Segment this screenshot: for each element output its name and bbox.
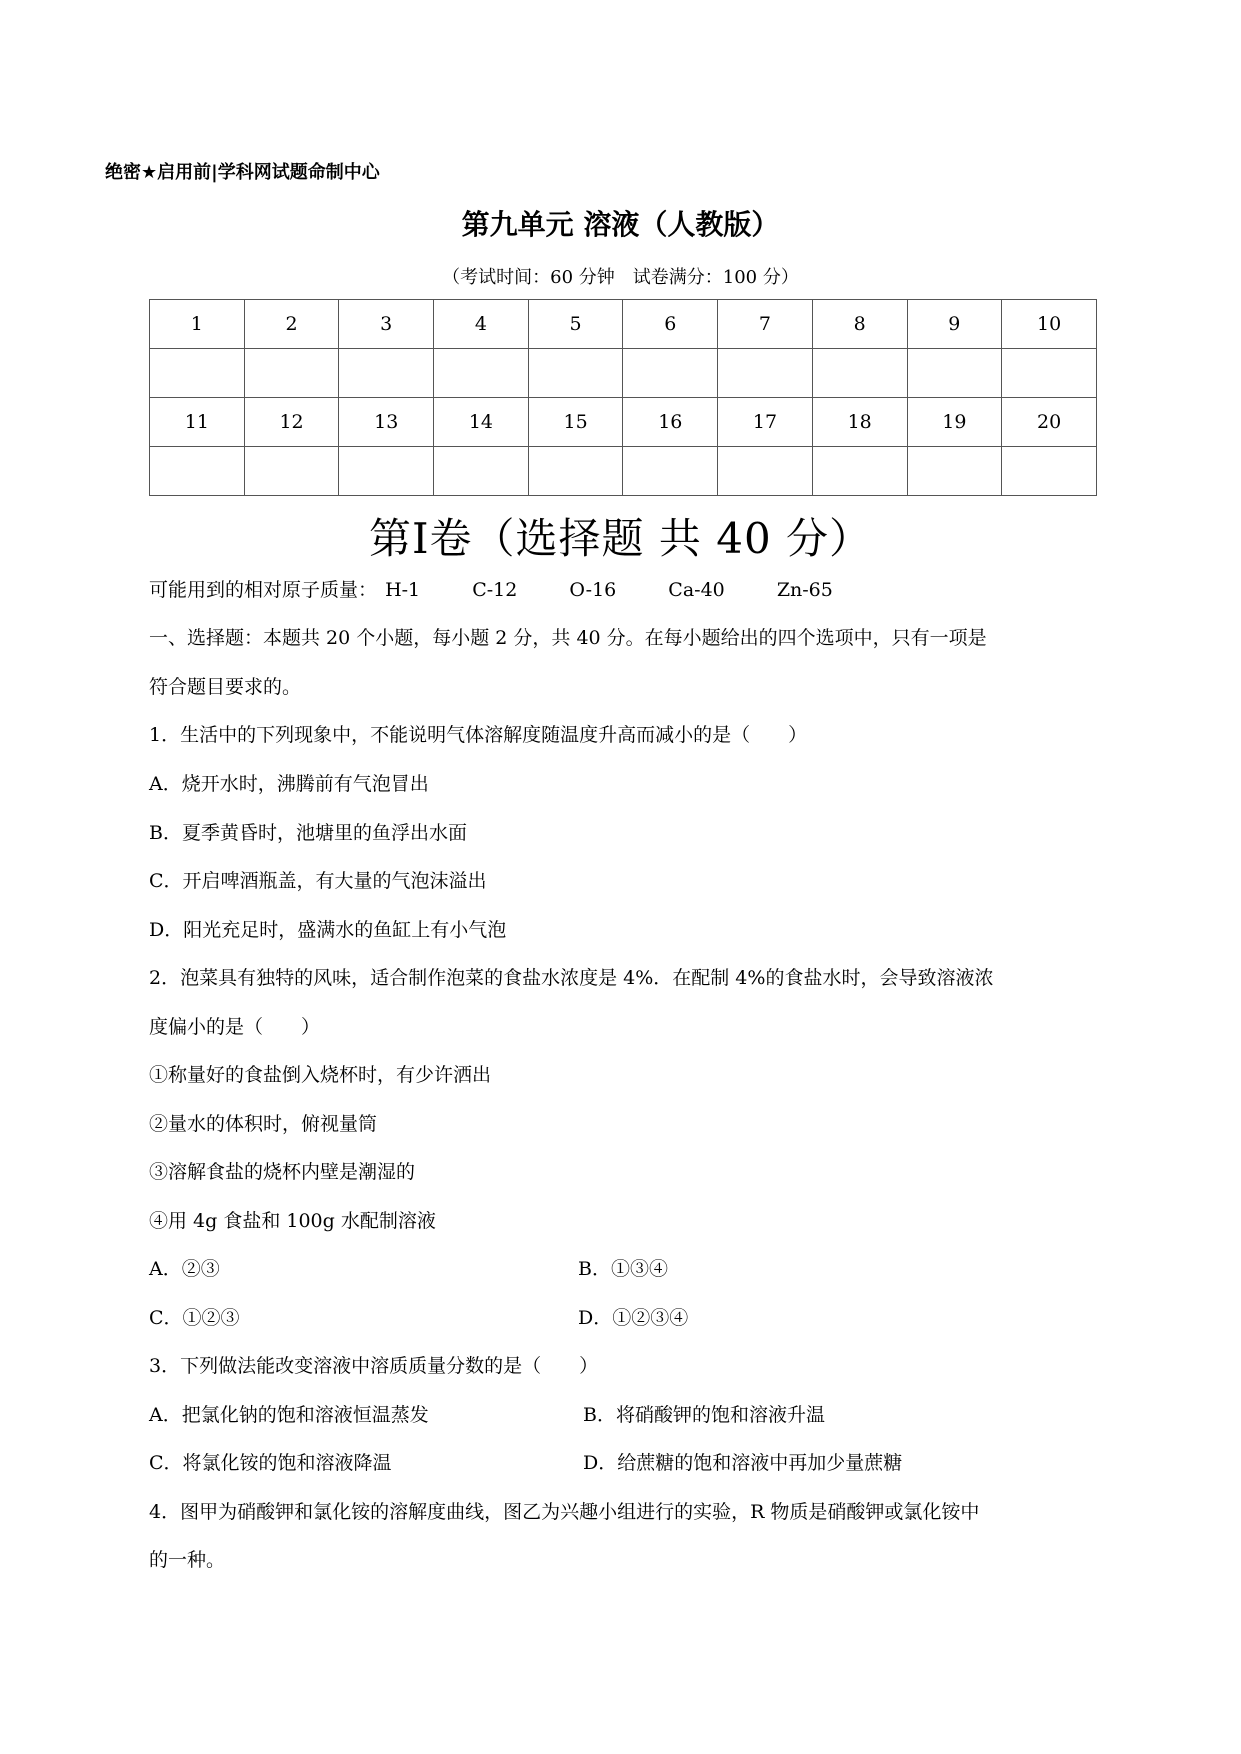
- document-title: 第九单元 溶液（人教版）: [461, 208, 780, 241]
- statement-item: ④用 4g 食盐和 100g 水配制溶液: [149, 1210, 436, 1232]
- question-1-stem: 1．生活中的下列现象中，不能说明气体溶解度随温度升高而减小的是（ ）: [149, 724, 808, 746]
- grid-number-cell: 12: [244, 398, 339, 447]
- atomic-mass-item: Zn-65: [776, 579, 833, 601]
- grid-answer-cell[interactable]: [150, 447, 245, 496]
- instructions-line: 一、选择题：本题共 20 个小题，每小题 2 分，共 40 分。在每小题给出的四个选项中，只有一项是: [149, 627, 987, 649]
- grid-number-cell: 8: [812, 300, 907, 349]
- grid-answer-cell[interactable]: [623, 349, 718, 398]
- atomic-mass-item: Ca-40: [668, 579, 725, 601]
- option-a[interactable]: A．②③: [149, 1258, 220, 1280]
- grid-answer-cell[interactable]: [907, 349, 1002, 398]
- atomic-mass-item: H-1: [385, 579, 421, 601]
- grid-number-cell: 11: [150, 398, 245, 447]
- atomic-mass-item: O-16: [569, 579, 617, 601]
- atomic-masses: [149, 575, 879, 602]
- grid-number-cell: 7: [718, 300, 813, 349]
- answer-grid-number-row: [150, 300, 1097, 349]
- grid-answer-cell[interactable]: [150, 349, 245, 398]
- question-4-stem: 的一种。: [149, 1549, 226, 1571]
- grid-answer-cell[interactable]: [623, 447, 718, 496]
- question-4-stem: 4．图甲为硝酸钾和氯化铵的溶解度曲线，图乙为兴趣小组进行的实验，R 物质是硝酸钾或氯化铵中: [149, 1501, 980, 1523]
- answer-grid-number-row: [150, 398, 1097, 447]
- grid-answer-cell[interactable]: [528, 447, 623, 496]
- grid-number-cell: 9: [907, 300, 1002, 349]
- option-b[interactable]: B．①③④: [578, 1258, 668, 1280]
- option-c[interactable]: C．将氯化铵的饱和溶液降温: [149, 1452, 392, 1474]
- option-a[interactable]: A．把氯化钠的饱和溶液恒温蒸发: [149, 1404, 429, 1426]
- grid-answer-cell[interactable]: [1002, 349, 1097, 398]
- grid-number-cell: 13: [339, 398, 434, 447]
- grid-number-cell: 2: [244, 300, 339, 349]
- answer-grid-blank-row: [150, 349, 1097, 398]
- grid-number-cell: 3: [339, 300, 434, 349]
- atomic-mass-item: C-12: [472, 579, 518, 601]
- option-b[interactable]: B．夏季黄昏时，池塘里的鱼浮出水面: [149, 822, 467, 844]
- grid-answer-cell[interactable]: [244, 349, 339, 398]
- top-secret-label: 绝密★启用前|学科网试题命制中心: [105, 162, 380, 183]
- statement-item: ②量水的体积时，俯视量筒: [149, 1113, 378, 1135]
- grid-answer-cell[interactable]: [434, 349, 529, 398]
- grid-answer-cell[interactable]: [812, 349, 907, 398]
- answer-grid: [149, 299, 1097, 496]
- question-2-stem: 度偏小的是（ ）: [149, 1016, 321, 1038]
- grid-number-cell: 4: [434, 300, 529, 349]
- option-a[interactable]: A．烧开水时，沸腾前有气泡冒出: [149, 773, 429, 795]
- grid-answer-cell[interactable]: [907, 447, 1002, 496]
- grid-answer-cell[interactable]: [434, 447, 529, 496]
- grid-answer-cell[interactable]: [718, 349, 813, 398]
- grid-number-cell: 14: [434, 398, 529, 447]
- answer-grid-blank-row: [150, 447, 1097, 496]
- grid-number-cell: 17: [718, 398, 813, 447]
- grid-number-cell: 15: [528, 398, 623, 447]
- statement-item: ①称量好的食盐倒入烧杯时，有少许洒出: [149, 1064, 492, 1086]
- grid-number-cell: 18: [812, 398, 907, 447]
- question-3-stem: 3．下列做法能改变溶液中溶质质量分数的是（ ）: [149, 1355, 599, 1377]
- statement-item: ③溶解食盐的烧杯内壁是潮湿的: [149, 1161, 416, 1183]
- grid-answer-cell[interactable]: [1002, 447, 1097, 496]
- section-title: 第I卷（选择题 共 40 分）: [368, 514, 873, 563]
- grid-answer-cell[interactable]: [528, 349, 623, 398]
- grid-answer-cell[interactable]: [339, 349, 434, 398]
- grid-number-cell: 5: [528, 300, 623, 349]
- grid-answer-cell[interactable]: [339, 447, 434, 496]
- grid-number-cell: 19: [907, 398, 1002, 447]
- grid-answer-cell[interactable]: [718, 447, 813, 496]
- option-c[interactable]: C．①②③: [149, 1307, 240, 1329]
- grid-answer-cell[interactable]: [812, 447, 907, 496]
- option-d[interactable]: D．阳光充足时，盛满水的鱼缸上有小气泡: [149, 919, 507, 941]
- grid-number-cell: 16: [623, 398, 718, 447]
- grid-number-cell: 1: [150, 300, 245, 349]
- grid-answer-cell[interactable]: [244, 447, 339, 496]
- grid-number-cell: 10: [1002, 300, 1097, 349]
- option-d[interactable]: D．给蔗糖的饱和溶液中再加少量蔗糖: [583, 1452, 903, 1474]
- grid-number-cell: 6: [623, 300, 718, 349]
- atomic-masses-label: 可能用到的相对原子质量：: [149, 579, 378, 601]
- grid-number-cell: 20: [1002, 398, 1097, 447]
- option-d[interactable]: D．①②③④: [578, 1307, 689, 1329]
- option-b[interactable]: B．将硝酸钾的饱和溶液升温: [583, 1404, 825, 1426]
- instructions-line: 符合题目要求的。: [149, 676, 302, 698]
- question-2-stem: 2．泡菜具有独特的风味，适合制作泡菜的食盐水浓度是 4%．在配制 4%的食盐水时，会导致溶液浓: [149, 967, 994, 989]
- option-c[interactable]: C．开启啤酒瓶盖，有大量的气泡沫溢出: [149, 870, 487, 892]
- exam-info: （考试时间：60 分钟 试卷满分：100 分）: [442, 267, 799, 288]
